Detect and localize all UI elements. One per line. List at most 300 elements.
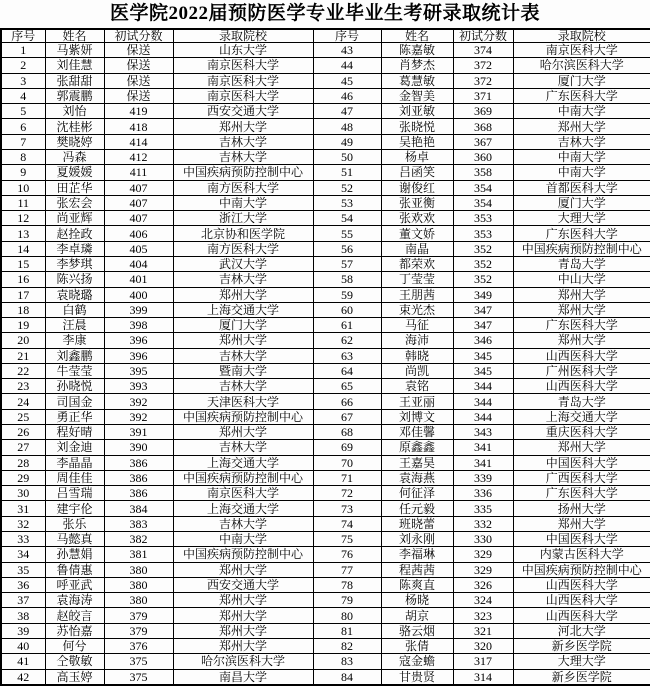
- cell-name-left: 沈桂彬: [45, 119, 104, 134]
- cell-score-right: 347: [453, 302, 513, 317]
- column-header-name-left: 姓名: [45, 29, 104, 43]
- cell-name-left: 孙慧娟: [45, 547, 104, 562]
- cell-score-right: 372: [453, 58, 513, 73]
- cell-score-right: 345: [453, 363, 513, 378]
- cell-no-right: 77: [313, 562, 381, 577]
- cell-score-left: 400: [104, 287, 173, 302]
- cell-no-right: 78: [313, 577, 381, 592]
- cell-school-left: 中南大学: [173, 195, 313, 210]
- table-row: [1, 440, 650, 455]
- cell-name-right: 张亚衡: [381, 195, 453, 210]
- cell-no-right: 64: [313, 363, 381, 378]
- table-row: [1, 134, 650, 149]
- table-row: [1, 501, 650, 516]
- cell-name-right: 袁铭: [381, 379, 453, 394]
- cell-no-left: 12: [1, 211, 45, 226]
- cell-score-left: 383: [104, 516, 173, 531]
- cell-score-left: 380: [104, 577, 173, 592]
- cell-no-right: 55: [313, 226, 381, 241]
- column-header-school-left: 录取院校: [173, 29, 313, 43]
- cell-score-left: 380: [104, 562, 173, 577]
- cell-name-right: 任元毅: [381, 501, 453, 516]
- table-row: [1, 409, 650, 424]
- cell-no-right: 43: [313, 43, 381, 58]
- cell-score-right: 371: [453, 88, 513, 103]
- cell-name-right: 南晶: [381, 241, 453, 256]
- cell-score-left: 419: [104, 104, 173, 119]
- cell-score-right: 343: [453, 425, 513, 440]
- cell-school-left: 上海交通大学: [173, 302, 313, 317]
- cell-no-left: 36: [1, 577, 45, 592]
- cell-score-right: 352: [453, 272, 513, 287]
- cell-name-right: 陈爽直: [381, 577, 453, 592]
- cell-no-right: 46: [313, 88, 381, 103]
- cell-no-right: 67: [313, 409, 381, 424]
- cell-score-right: 323: [453, 608, 513, 623]
- cell-no-right: 76: [313, 547, 381, 562]
- cell-score-right: 335: [453, 501, 513, 516]
- cell-school-left: 中国疾病预防控制中心: [173, 547, 313, 562]
- cell-school-left: 郑州大学: [173, 623, 313, 638]
- cell-score-right: 324: [453, 593, 513, 608]
- cell-name-left: 汪晨: [45, 318, 104, 333]
- table-row: [1, 486, 650, 501]
- cell-no-left: 18: [1, 302, 45, 317]
- cell-name-right: 陈嘉敏: [381, 43, 453, 58]
- cell-score-right: 344: [453, 379, 513, 394]
- cell-score-right: 314: [453, 669, 513, 685]
- header-row: [1, 29, 650, 43]
- cell-name-right: 何征泽: [381, 486, 453, 501]
- cell-score-right: 345: [453, 348, 513, 363]
- cell-school-left: 南方医科大学: [173, 180, 313, 195]
- cell-no-left: 21: [1, 348, 45, 363]
- cell-score-left: 406: [104, 226, 173, 241]
- cell-school-right: 大理大学: [513, 211, 650, 226]
- cell-score-right: 320: [453, 638, 513, 653]
- cell-no-left: 26: [1, 425, 45, 440]
- cell-school-right: 大理大学: [513, 654, 650, 669]
- cell-school-right: 山西医科大学: [513, 379, 650, 394]
- cell-school-right: 郑州大学: [513, 333, 650, 348]
- cell-school-left: 武汉大学: [173, 256, 313, 271]
- cell-school-right: 中南大学: [513, 149, 650, 164]
- cell-name-left: 李康: [45, 333, 104, 348]
- cell-no-right: 53: [313, 195, 381, 210]
- table-row: [1, 73, 650, 88]
- table-row: [1, 577, 650, 592]
- cell-school-left: 吉林大学: [173, 134, 313, 149]
- cell-school-left: 中南大学: [173, 532, 313, 547]
- table-row: [1, 455, 650, 470]
- cell-score-right: 358: [453, 165, 513, 180]
- cell-no-left: 4: [1, 88, 45, 103]
- cell-name-left: 白鹤: [45, 302, 104, 317]
- cell-school-right: 内蒙古医科大学: [513, 547, 650, 562]
- cell-no-right: 59: [313, 287, 381, 302]
- cell-score-right: 339: [453, 470, 513, 485]
- cell-name-left: 刘佳慧: [45, 58, 104, 73]
- cell-no-right: 52: [313, 180, 381, 195]
- cell-no-left: 20: [1, 333, 45, 348]
- cell-no-right: 58: [313, 272, 381, 287]
- cell-school-left: 哈尔滨医科大学: [173, 654, 313, 669]
- cell-no-left: 29: [1, 470, 45, 485]
- cell-school-right: 山西医科大学: [513, 348, 650, 363]
- cell-score-left: 401: [104, 272, 173, 287]
- cell-school-left: 南昌大学: [173, 669, 313, 685]
- cell-school-right: 中国医科大学: [513, 455, 650, 470]
- cell-no-left: 35: [1, 562, 45, 577]
- cell-score-right: 344: [453, 394, 513, 409]
- cell-score-right: 354: [453, 195, 513, 210]
- cell-name-left: 建宇伦: [45, 501, 104, 516]
- cell-no-left: 30: [1, 486, 45, 501]
- cell-score-left: 390: [104, 440, 173, 455]
- cell-score-right: 336: [453, 486, 513, 501]
- cell-school-left: 厦门大学: [173, 318, 313, 333]
- table-row: [1, 43, 650, 58]
- cell-school-right: 首都医科大学: [513, 180, 650, 195]
- table-row: [1, 88, 650, 103]
- cell-no-left: 24: [1, 394, 45, 409]
- cell-name-left: 张甜甜: [45, 73, 104, 88]
- table-row: [1, 516, 650, 531]
- cell-name-left: 吕雪瑞: [45, 486, 104, 501]
- cell-no-left: 27: [1, 440, 45, 455]
- cell-no-right: 57: [313, 256, 381, 271]
- cell-name-left: 鲁倩惠: [45, 562, 104, 577]
- cell-no-left: 3: [1, 73, 45, 88]
- table-row: [1, 165, 650, 180]
- cell-school-right: 郑州大学: [513, 302, 650, 317]
- cell-school-left: 郑州大学: [173, 287, 313, 302]
- cell-name-left: 张宏会: [45, 195, 104, 210]
- cell-school-left: 中国疾病预防控制中心: [173, 470, 313, 485]
- cell-score-right: 329: [453, 562, 513, 577]
- table-row: [1, 562, 650, 577]
- cell-school-left: 南方医科大学: [173, 241, 313, 256]
- cell-score-right: 329: [453, 547, 513, 562]
- cell-no-right: 84: [313, 669, 381, 685]
- cell-score-left: 375: [104, 669, 173, 685]
- cell-score-left: 396: [104, 333, 173, 348]
- cell-school-right: 厦门大学: [513, 73, 650, 88]
- cell-score-left: 411: [104, 165, 173, 180]
- cell-name-right: 葛慧敏: [381, 73, 453, 88]
- cell-name-right: 程茜茜: [381, 562, 453, 577]
- cell-name-left: 赵拴政: [45, 226, 104, 241]
- cell-name-left: 袁海涛: [45, 593, 104, 608]
- cell-school-right: 新乡医学院: [513, 669, 650, 685]
- cell-school-right: 吉林大学: [513, 134, 650, 149]
- cell-school-right: 广东医科大学: [513, 486, 650, 501]
- cell-school-left: 郑州大学: [173, 608, 313, 623]
- cell-score-right: 347: [453, 318, 513, 333]
- table-row: [1, 149, 650, 164]
- cell-no-right: 81: [313, 623, 381, 638]
- cell-school-right: 郑州大学: [513, 119, 650, 134]
- cell-name-left: 牛莹莹: [45, 363, 104, 378]
- cell-school-right: 新乡医学院: [513, 638, 650, 653]
- cell-name-left: 刘怡: [45, 104, 104, 119]
- cell-school-right: 广东医科大学: [513, 318, 650, 333]
- cell-score-right: 353: [453, 226, 513, 241]
- cell-school-right: 厦门大学: [513, 195, 650, 210]
- table-row: [1, 348, 650, 363]
- cell-school-left: 郑州大学: [173, 425, 313, 440]
- cell-name-right: 束光杰: [381, 302, 453, 317]
- cell-score-left: 398: [104, 318, 173, 333]
- cell-score-left: 407: [104, 211, 173, 226]
- cell-score-right: 326: [453, 577, 513, 592]
- table-row: [1, 425, 650, 440]
- cell-no-left: 10: [1, 180, 45, 195]
- cell-score-left: 保送: [104, 73, 173, 88]
- cell-score-right: 349: [453, 287, 513, 302]
- cell-no-left: 22: [1, 363, 45, 378]
- cell-score-left: 399: [104, 302, 173, 317]
- cell-school-left: 西安交通大学: [173, 577, 313, 592]
- cell-no-right: 63: [313, 348, 381, 363]
- table-row: [1, 226, 650, 241]
- cell-no-left: 8: [1, 149, 45, 164]
- cell-school-right: 中山大学: [513, 272, 650, 287]
- cell-school-left: 中国疾病预防控制中心: [173, 165, 313, 180]
- cell-no-right: 79: [313, 593, 381, 608]
- cell-score-right: 341: [453, 455, 513, 470]
- cell-name-right: 王朋茜: [381, 287, 453, 302]
- cell-no-left: 42: [1, 669, 45, 685]
- cell-no-right: 47: [313, 104, 381, 119]
- cell-no-right: 80: [313, 608, 381, 623]
- cell-name-left: 马紫妍: [45, 43, 104, 58]
- cell-school-left: 南京医科大学: [173, 73, 313, 88]
- table-row: [1, 104, 650, 119]
- cell-school-right: 郑州大学: [513, 440, 650, 455]
- cell-school-right: 上海交通大学: [513, 409, 650, 424]
- cell-no-left: 38: [1, 608, 45, 623]
- cell-school-right: 河北大学: [513, 623, 650, 638]
- cell-no-left: 33: [1, 532, 45, 547]
- cell-no-right: 54: [313, 211, 381, 226]
- cell-no-left: 9: [1, 165, 45, 180]
- cell-name-left: 程好晴: [45, 425, 104, 440]
- cell-no-right: 44: [313, 58, 381, 73]
- table-row: [1, 302, 650, 317]
- table-row: [1, 379, 650, 394]
- cell-no-left: 11: [1, 195, 45, 210]
- cell-score-left: 407: [104, 180, 173, 195]
- table-row: [1, 363, 650, 378]
- cell-school-left: 上海交通大学: [173, 455, 313, 470]
- column-header-no-left: 序号: [1, 29, 45, 43]
- cell-name-left: 赵皎言: [45, 608, 104, 623]
- cell-score-right: 346: [453, 333, 513, 348]
- cell-no-left: 37: [1, 593, 45, 608]
- cell-score-left: 392: [104, 394, 173, 409]
- cell-school-left: 暨南大学: [173, 363, 313, 378]
- cell-school-left: 南京医科大学: [173, 58, 313, 73]
- cell-score-left: 保送: [104, 88, 173, 103]
- cell-school-left: 吉林大学: [173, 272, 313, 287]
- cell-name-right: 尚凯: [381, 363, 453, 378]
- cell-no-right: 74: [313, 516, 381, 531]
- cell-no-right: 68: [313, 425, 381, 440]
- cell-school-left: 西安交通大学: [173, 104, 313, 119]
- cell-score-right: 341: [453, 440, 513, 455]
- cell-score-left: 395: [104, 363, 173, 378]
- table-row: [1, 470, 650, 485]
- cell-score-right: 352: [453, 256, 513, 271]
- cell-no-left: 40: [1, 638, 45, 653]
- cell-school-left: 上海交通大学: [173, 501, 313, 516]
- cell-name-right: 张晓悦: [381, 119, 453, 134]
- cell-name-right: 马征: [381, 318, 453, 333]
- cell-name-right: 李福琳: [381, 547, 453, 562]
- cell-score-left: 391: [104, 425, 173, 440]
- cell-name-left: 李晶晶: [45, 455, 104, 470]
- cell-name-right: 寇金蟾: [381, 654, 453, 669]
- cell-score-right: 372: [453, 73, 513, 88]
- cell-no-left: 39: [1, 623, 45, 638]
- cell-name-right: 吴艳艳: [381, 134, 453, 149]
- cell-school-left: 郑州大学: [173, 333, 313, 348]
- cell-no-right: 72: [313, 486, 381, 501]
- cell-name-right: 吕函笑: [381, 165, 453, 180]
- cell-name-left: 苏怡嘉: [45, 623, 104, 638]
- cell-name-left: 马懿真: [45, 532, 104, 547]
- cell-school-left: 郑州大学: [173, 593, 313, 608]
- table-row: [1, 623, 650, 638]
- cell-score-right: 317: [453, 654, 513, 669]
- cell-school-left: 郑州大学: [173, 119, 313, 134]
- table-row: [1, 654, 650, 669]
- cell-no-right: 60: [313, 302, 381, 317]
- cell-score-right: 352: [453, 241, 513, 256]
- cell-score-left: 386: [104, 486, 173, 501]
- cell-school-left: 天津医科大学: [173, 394, 313, 409]
- cell-name-left: 何兮: [45, 638, 104, 653]
- cell-school-right: 南京医科大学: [513, 43, 650, 58]
- table-row: [1, 195, 650, 210]
- cell-school-left: 郑州大学: [173, 562, 313, 577]
- column-header-no-right: 序号: [313, 29, 381, 43]
- cell-score-right: 368: [453, 119, 513, 134]
- cell-no-left: 23: [1, 379, 45, 394]
- cell-score-left: 375: [104, 654, 173, 669]
- cell-school-left: 吉林大学: [173, 379, 313, 394]
- cell-no-right: 66: [313, 394, 381, 409]
- cell-school-right: 中国疾病预防控制中心: [513, 241, 650, 256]
- cell-name-left: 田芷华: [45, 180, 104, 195]
- cell-no-right: 65: [313, 379, 381, 394]
- cell-score-left: 414: [104, 134, 173, 149]
- cell-name-left: 尚亚辉: [45, 211, 104, 226]
- cell-score-right: 374: [453, 43, 513, 58]
- table-row: [1, 211, 650, 226]
- cell-name-left: 司国金: [45, 394, 104, 409]
- cell-school-right: 中国疾病预防控制中心: [513, 562, 650, 577]
- table-row: [1, 608, 650, 623]
- cell-score-left: 384: [104, 501, 173, 516]
- cell-name-right: 骆云烟: [381, 623, 453, 638]
- cell-name-right: 刘亚敏: [381, 104, 453, 119]
- cell-no-left: 19: [1, 318, 45, 333]
- cell-no-right: 83: [313, 654, 381, 669]
- cell-name-right: 谢俊红: [381, 180, 453, 195]
- cell-score-left: 380: [104, 593, 173, 608]
- column-header-score-left: 初试分数: [104, 29, 173, 43]
- cell-no-left: 13: [1, 226, 45, 241]
- cell-name-right: 张倩: [381, 638, 453, 653]
- page-title: 医学院2022届预防医学专业毕业生考研录取统计表: [109, 3, 540, 24]
- cell-school-right: 中南大学: [513, 104, 650, 119]
- cell-name-left: 高玉婷: [45, 669, 104, 685]
- cell-name-left: 冯森: [45, 149, 104, 164]
- cell-score-left: 393: [104, 379, 173, 394]
- cell-no-right: 50: [313, 149, 381, 164]
- cell-score-left: 392: [104, 409, 173, 424]
- cell-name-left: 郭震鹏: [45, 88, 104, 103]
- cell-school-left: 南京医科大学: [173, 88, 313, 103]
- cell-score-right: 353: [453, 211, 513, 226]
- cell-name-right: 王嘉昊: [381, 455, 453, 470]
- cell-no-left: 31: [1, 501, 45, 516]
- cell-name-left: 张乐: [45, 516, 104, 531]
- cell-no-right: 75: [313, 532, 381, 547]
- cell-no-left: 2: [1, 58, 45, 73]
- table-row: [1, 241, 650, 256]
- cell-school-right: 青岛大学: [513, 256, 650, 271]
- cell-no-left: 7: [1, 134, 45, 149]
- cell-score-left: 396: [104, 348, 173, 363]
- table-row: [1, 272, 650, 287]
- table-row: [1, 394, 650, 409]
- cell-school-right: 郑州大学: [513, 287, 650, 302]
- cell-score-left: 376: [104, 638, 173, 653]
- cell-score-right: 330: [453, 532, 513, 547]
- cell-school-left: 郑州大学: [173, 638, 313, 653]
- cell-no-right: 45: [313, 73, 381, 88]
- cell-no-left: 25: [1, 409, 45, 424]
- cell-name-right: 丁莹莹: [381, 272, 453, 287]
- cell-name-left: 袁晓璐: [45, 287, 104, 302]
- cell-no-left: 14: [1, 241, 45, 256]
- cell-name-right: 刘博文: [381, 409, 453, 424]
- column-header-school-right: 录取院校: [513, 29, 650, 43]
- cell-school-right: 郑州大学: [513, 516, 650, 531]
- cell-score-right: 321: [453, 623, 513, 638]
- cell-school-left: 浙江大学: [173, 211, 313, 226]
- cell-school-left: 山东大学: [173, 43, 313, 58]
- cell-score-right: 332: [453, 516, 513, 531]
- cell-no-right: 56: [313, 241, 381, 256]
- cell-name-right: 邓佳馨: [381, 425, 453, 440]
- cell-score-right: 369: [453, 104, 513, 119]
- cell-school-left: 中国疾病预防控制中心: [173, 409, 313, 424]
- cell-school-right: 山西医科大学: [513, 577, 650, 592]
- cell-school-right: 广西医科大学: [513, 470, 650, 485]
- cell-no-left: 34: [1, 547, 45, 562]
- cell-no-left: 32: [1, 516, 45, 531]
- cell-no-right: 73: [313, 501, 381, 516]
- cell-school-right: 扬州大学: [513, 501, 650, 516]
- column-header-score-right: 初试分数: [453, 29, 513, 43]
- table-row: [1, 547, 650, 562]
- cell-score-left: 379: [104, 608, 173, 623]
- cell-school-right: 广州医科大学: [513, 363, 650, 378]
